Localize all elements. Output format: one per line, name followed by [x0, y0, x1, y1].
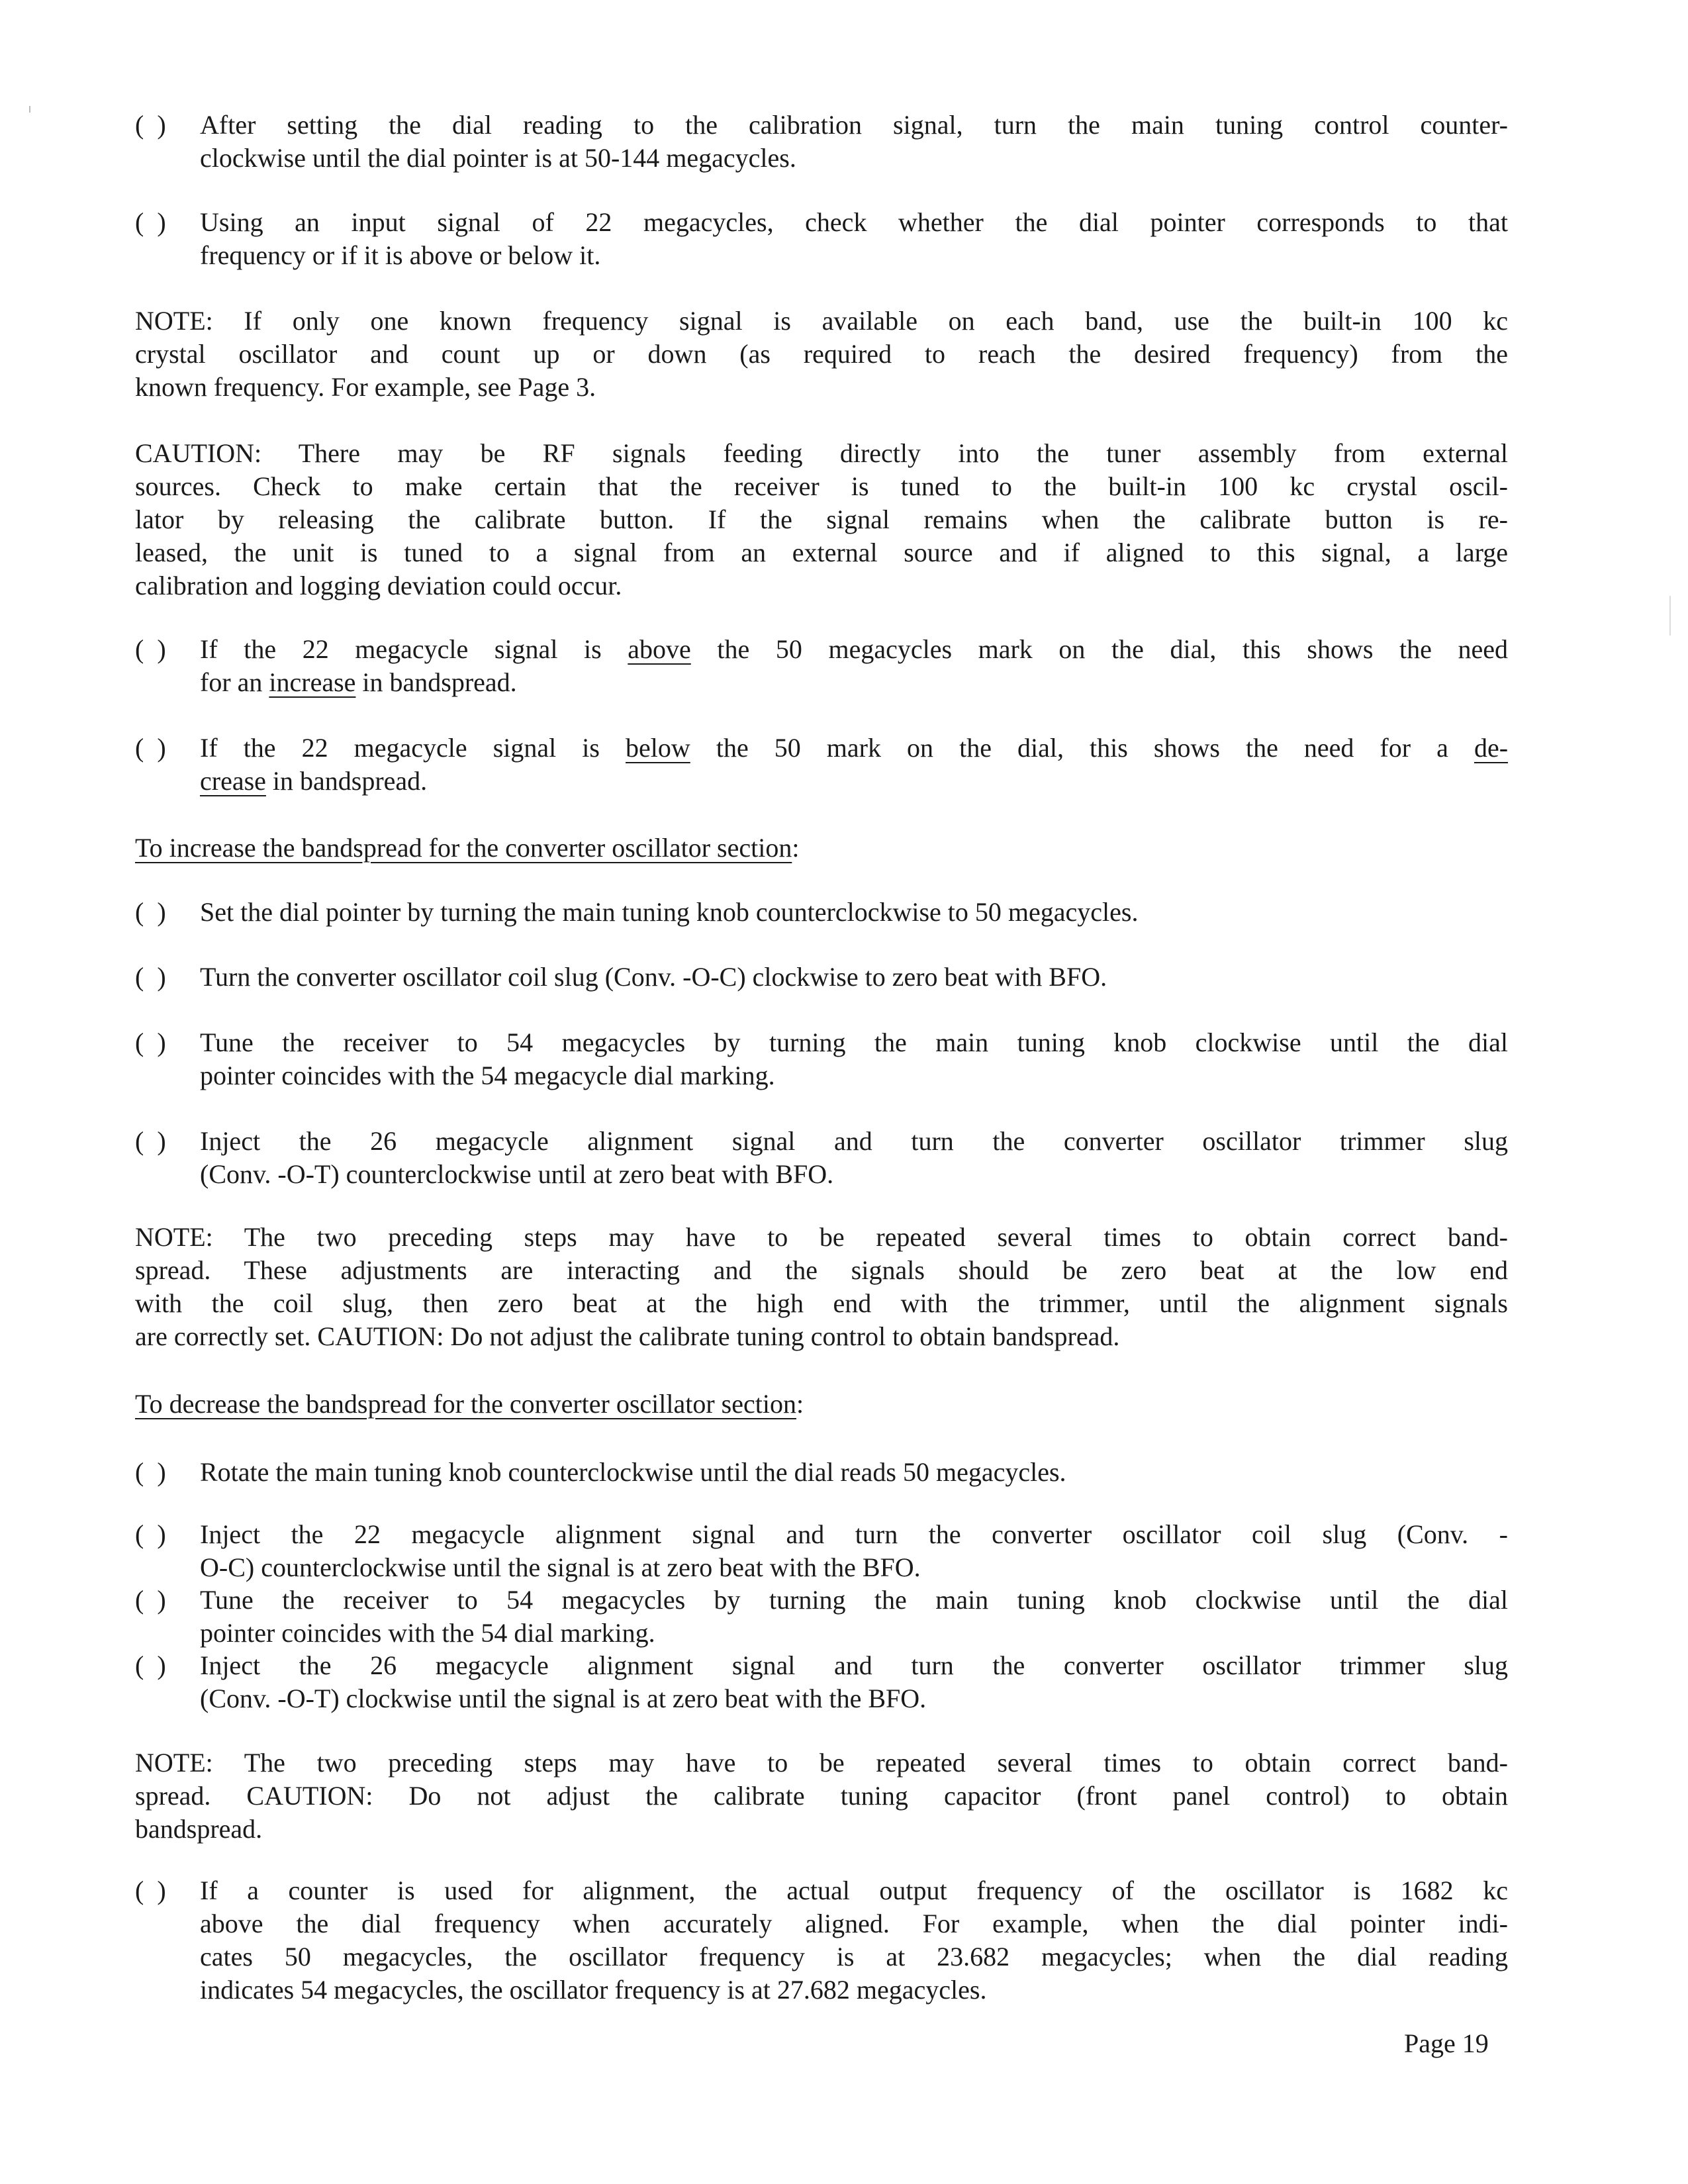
checkbox-marker: ( ) — [135, 207, 166, 237]
checkbox-marker: ( ) — [135, 634, 166, 664]
paragraph-lines — [200, 1026, 1508, 1092]
checklist-step — [135, 109, 1508, 175]
checkbox-marker: ( ) — [135, 110, 166, 140]
checkbox-marker: ( ) — [135, 1875, 166, 1905]
text-line: cates 50 megacycles, the oscillator frequency is at 23.682 megacycles; when the dial reading — [200, 1942, 1508, 1971]
text-segment: : — [792, 833, 800, 863]
text-segment: in bandspread. — [265, 766, 428, 796]
paragraph — [135, 305, 1508, 404]
section-heading — [135, 1388, 1508, 1421]
text-segment: : — [796, 1389, 804, 1419]
paragraph — [135, 1746, 1508, 1846]
checkbox-marker: ( ) — [135, 897, 166, 927]
text-segment: If the 22 megacycle signal is — [200, 733, 626, 763]
text-line: crystal oscillator and count up or down (as required to reach the desired frequency) from the — [135, 339, 1508, 369]
checkbox-marker: ( ) — [135, 1126, 166, 1156]
text-line: lator by releasing the calibrate button. If the signal remains when the calibrate button is re- — [135, 504, 1508, 534]
paragraph-lines — [135, 831, 1508, 865]
paragraph-lines — [200, 206, 1508, 272]
paragraph-lines — [135, 1746, 1508, 1846]
text-line: with the coil slug, then zero beat at the high end with the trimmer, until the alignment signals — [135, 1288, 1508, 1318]
paragraph-lines — [200, 109, 1508, 175]
checkbox-marker: ( ) — [135, 1650, 166, 1680]
checkbox-marker: ( ) — [135, 733, 166, 763]
underlined-text: crease — [200, 766, 266, 796]
underlined-text: To decrease the bandspread for the converter oscillator section — [135, 1389, 796, 1419]
text-line: NOTE: If only one known frequency signal is available on each band, use the built-in 100 kc — [135, 306, 1508, 336]
text-line: Inject the 26 megacycle alignment signal and turn the converter oscillator trimmer slug — [200, 1650, 1508, 1680]
checklist-step — [135, 961, 1508, 994]
paragraph — [135, 437, 1508, 602]
checkbox-marker: ( ) — [135, 1585, 166, 1615]
text-line: indicates 54 megacycles, the oscillator frequency is at 27.682 megacycles. — [200, 1975, 987, 2005]
text-line: Inject the 22 megacycle alignment signal and turn the converter oscillator coil slug (Conv. - — [200, 1519, 1508, 1549]
checklist-step — [135, 1518, 1508, 1584]
text-segment: for an — [200, 667, 269, 697]
text-line: known frequency. For example, see Page 3. — [135, 372, 596, 402]
paragraph-lines — [200, 1456, 1508, 1489]
text-line: (Conv. -O-T) clockwise until the signal is at zero beat with the BFO. — [200, 1684, 927, 1713]
text-line: Turn the converter oscillator coil slug (Conv. -O-C) clockwise to zero beat with BFO. — [200, 962, 1107, 992]
checklist-step — [135, 896, 1508, 929]
text-line: pointer coincides with the 54 dial marking. — [200, 1618, 655, 1648]
text-line: sources. Check to make certain that the receiver is tuned to the built-in 100 kc crystal oscil- — [135, 471, 1508, 501]
text-line: are correctly set. CAUTION: Do not adjust the calibrate tuning control to obtain bandspread. — [135, 1321, 1120, 1351]
text-line: O-C) counterclockwise until the signal is at zero beat with the BFO. — [200, 1552, 921, 1582]
underlined-text: above — [628, 634, 691, 664]
paragraph-lines — [200, 1518, 1508, 1584]
checkbox-marker: ( ) — [135, 1519, 166, 1549]
checklist-step — [135, 206, 1508, 272]
checklist-step — [135, 633, 1508, 699]
paragraph-lines — [200, 633, 1508, 699]
paragraph-lines — [135, 1221, 1508, 1353]
checkbox-marker: ( ) — [135, 1027, 166, 1057]
underlined-text: de- — [1474, 733, 1509, 763]
text-line: CAUTION: There may be RF signals feeding directly into the tuner assembly from external — [135, 438, 1508, 468]
underlined-text: To increase the bandspread for the converter oscillator section — [135, 833, 792, 863]
underlined-text: below — [626, 733, 690, 763]
text-line — [200, 765, 1508, 798]
text-line: above the dial frequency when accurately aligned. For example, when the dial pointer indi- — [200, 1909, 1508, 1938]
paragraph — [135, 1221, 1508, 1353]
text-line: After setting the dial reading to the calibration signal, turn the main tuning control counter- — [200, 110, 1508, 140]
paragraph-lines — [200, 1125, 1508, 1191]
underlined-text: increase — [269, 667, 356, 697]
paragraph-lines — [200, 961, 1508, 994]
scan-artifact — [29, 106, 30, 113]
scan-artifact — [1669, 596, 1671, 636]
text-segment: in bandspread. — [355, 667, 517, 697]
text-line — [135, 831, 1508, 865]
text-line: Rotate the main tuning knob counterclockwise until the dial reads 50 megacycles. — [200, 1457, 1066, 1487]
text-line: (Conv. -O-T) counterclockwise until at zero beat with BFO. — [200, 1159, 834, 1189]
paragraph-lines — [135, 305, 1508, 404]
text-line: Using an input signal of 22 megacycles, check whether the dial pointer corresponds to that — [200, 207, 1508, 237]
text-segment: the 50 mark on the dial, this shows the need for a — [690, 733, 1474, 763]
text-line: spread. CAUTION: Do not adjust the calibrate tuning capacitor (front panel control) to obtain — [135, 1781, 1508, 1811]
checkbox-marker: ( ) — [135, 1457, 166, 1487]
checkbox-marker: ( ) — [135, 962, 166, 992]
text-line: Inject the 26 megacycle alignment signal and turn the converter oscillator trimmer slug — [200, 1126, 1508, 1156]
page-number: Page 19 — [1404, 2028, 1489, 2058]
text-line — [135, 1388, 1508, 1421]
text-line — [200, 732, 1508, 765]
text-line: frequency or if it is above or below it. — [200, 240, 601, 270]
paragraph-lines — [200, 732, 1508, 798]
checklist-step — [135, 1026, 1508, 1092]
section-heading — [135, 831, 1508, 865]
text-line: NOTE: The two preceding steps may have to be repeated several times to obtain correct band- — [135, 1748, 1508, 1778]
checklist-step — [135, 1584, 1508, 1650]
text-segment: the 50 megacycles mark on the dial, this shows the need — [690, 634, 1508, 664]
checklist-step — [135, 1649, 1508, 1715]
text-line: Tune the receiver to 54 megacycles by turning the main tuning knob clockwise until the dial — [200, 1027, 1508, 1057]
paragraph-lines — [200, 896, 1508, 929]
text-line — [200, 666, 1508, 699]
text-line: Tune the receiver to 54 megacycles by turning the main tuning knob clockwise until the dial — [200, 1585, 1508, 1615]
text-line: clockwise until the dial pointer is at 50-144 megacycles. — [200, 143, 796, 173]
paragraph-lines — [200, 1649, 1508, 1715]
checklist-step — [135, 732, 1508, 798]
paragraph-lines — [200, 1874, 1508, 2007]
text-line: NOTE: The two preceding steps may have to be repeated several times to obtain correct band- — [135, 1222, 1508, 1252]
paragraph-lines — [135, 437, 1508, 602]
checklist-step — [135, 1456, 1508, 1489]
text-line: spread. These adjustments are interacting and the signals should be zero beat at the low end — [135, 1255, 1508, 1285]
text-line: calibration and logging deviation could occur. — [135, 571, 622, 600]
text-segment: If the 22 megacycle signal is — [200, 634, 628, 664]
text-line: pointer coincides with the 54 megacycle dial marking. — [200, 1061, 775, 1090]
text-line: If a counter is used for alignment, the actual output frequency of the oscillator is 1682 kc — [200, 1875, 1508, 1905]
text-line: Set the dial pointer by turning the main tuning knob counterclockwise to 50 megacycles. — [200, 897, 1139, 927]
paragraph-lines — [135, 1388, 1508, 1421]
paragraph-lines — [200, 1584, 1508, 1650]
text-line: leased, the unit is tuned to a signal from an external source and if aligned to this signal, a large — [135, 538, 1508, 567]
checklist-step — [135, 1874, 1508, 2007]
checklist-step — [135, 1125, 1508, 1191]
text-line: bandspread. — [135, 1814, 263, 1844]
text-line — [200, 633, 1508, 666]
